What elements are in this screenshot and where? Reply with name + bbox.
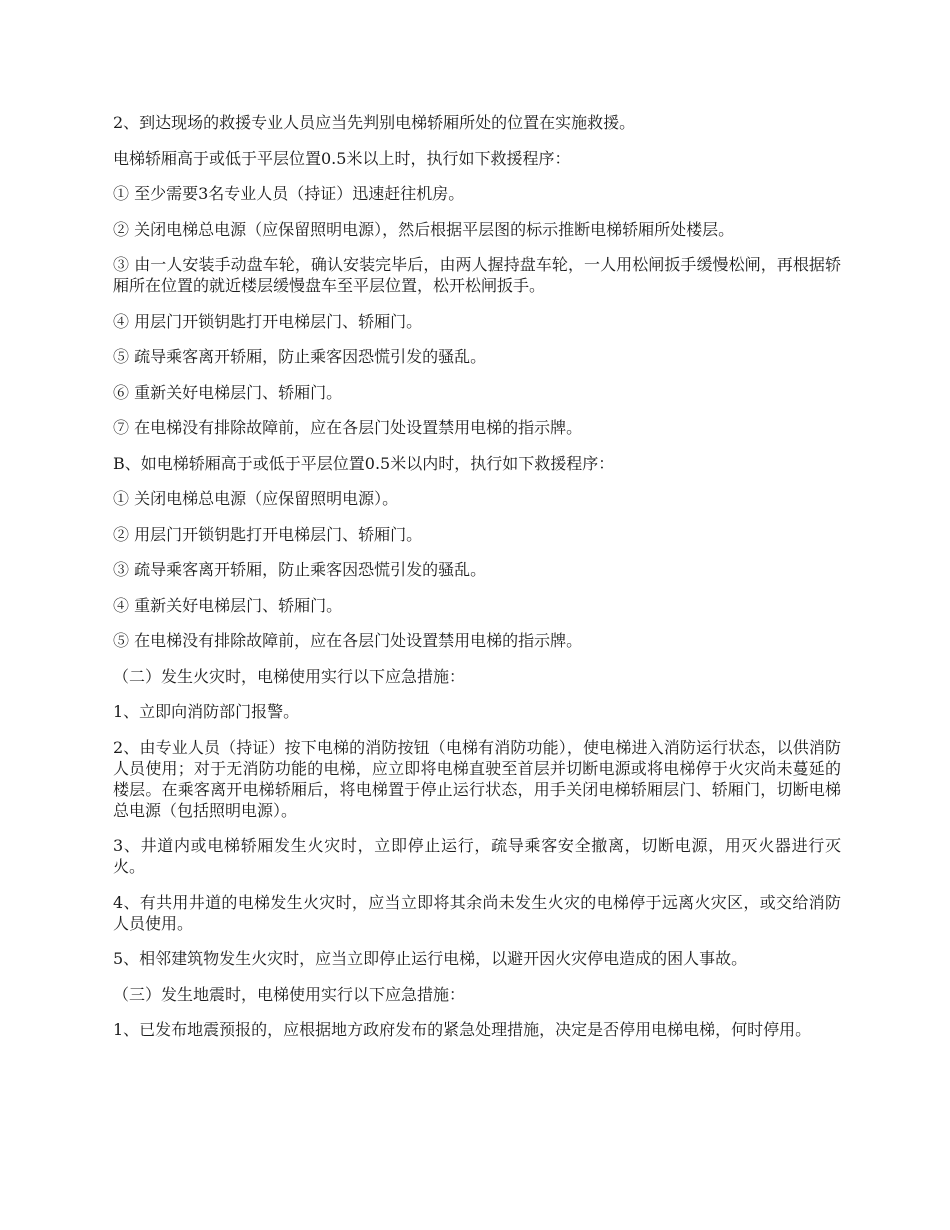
step-b-4: ④ 重新关好电梯层门、轿厢门。 — [113, 595, 343, 615]
fire-item-1: 1、立即向消防部门报警。 — [113, 702, 300, 721]
step-a-5: ⑤ 疏导乘客离开轿厢，防止乘客因恐慌引发的骚乱。 — [113, 347, 487, 366]
paragraph-rescue-assessment: 2、到达现场的救援专业人员应当先判别电梯轿厢所处的位置在实施救援。 — [113, 113, 636, 132]
document-page — [113, 112, 841, 1055]
earthquake-item-1: 1、已发布地震预报的，应根据地方政府发布的紧急处理措施，决定是否停用电梯电梯，何时停用。 — [113, 1020, 812, 1039]
step-b-2: ② 用层门开锁钥匙打开电梯层门、轿厢门。 — [113, 524, 423, 544]
fire-item-4: 4、有共用井道的电梯发生火灾时，应当立即将其余尚未发生火灾的电梯停于远离火灾区，或交给消防人员使用。 — [113, 892, 841, 933]
section-heading-earthquake: （三）发生地震时，电梯使用实行以下应急措施： — [113, 984, 466, 1004]
fire-item-2: 2、由专业人员（持证）按下电梯的消防按钮（电梯有消防功能），使电梯进入消防运行状态，以供消防人员使用；对于无消防功能的电梯，应立即将电梯直驶至首层并切断电源或将电梯停于火灾尚未蔓延的楼层。在乘客离开电梯轿厢后，将电梯置于停止运行状态，用手关闭电梯轿厢层门、轿厢门，切断电梯总电源（包括照明电源）。 — [113, 737, 841, 820]
section-heading-fire: （二）发生火灾时，电梯使用实行以下应急措施： — [113, 666, 466, 686]
paragraph-within-half-meter-procedure: B、如电梯轿厢高于或低于平层位置0.5米以内时，执行如下救援程序： — [113, 453, 615, 473]
step-a-1: ① 至少需要3名专业人员（持证）迅速赶往机房。 — [113, 184, 465, 203]
step-b-5: ⑤ 在电梯没有排除故障前，应在各层门处设置禁用电梯的指示牌。 — [113, 631, 583, 650]
step-a-3: ③ 由一人安装手动盘车轮，确认安装完毕后，由两人握持盘车轮，一人用松闸扳手缓慢松闸，再根据轿厢所在位置的就近楼层缓慢盘车至平层位置，松开松闸扳手。 — [113, 255, 841, 295]
step-a-4: ④ 用层门开锁钥匙打开电梯层门、轿厢门。 — [113, 311, 423, 331]
step-b-3: ③ 疏导乘客离开轿厢，防止乘客因恐慌引发的骚乱。 — [113, 560, 487, 579]
step-b-1: ① 关闭电梯总电源（应保留照明电源）。 — [113, 489, 399, 508]
fire-item-5: 5、相邻建筑物发生火灾时，应当立即停止运行电梯，以避开因火灾停电造成的困人事故。 — [113, 949, 748, 968]
step-a-6: ⑥ 重新关好电梯层门、轿厢门。 — [113, 382, 343, 402]
fire-item-3: 3、井道内或电梯轿厢发生火灾时，立即停止运行，疏导乘客安全撤离，切断电源，用灭火器进行灭火。 — [113, 836, 841, 876]
paragraph-above-half-meter-procedure: 电梯轿厢高于或低于平层位置0.5米以上时，执行如下救援程序： — [113, 148, 571, 168]
step-a-7: ⑦ 在电梯没有排除故障前，应在各层门处设置禁用电梯的指示牌。 — [113, 418, 583, 437]
step-a-2: ② 关闭电梯总电源（应保留照明电源），然后根据平层图的标示推断电梯轿厢所处楼层。 — [113, 219, 735, 239]
